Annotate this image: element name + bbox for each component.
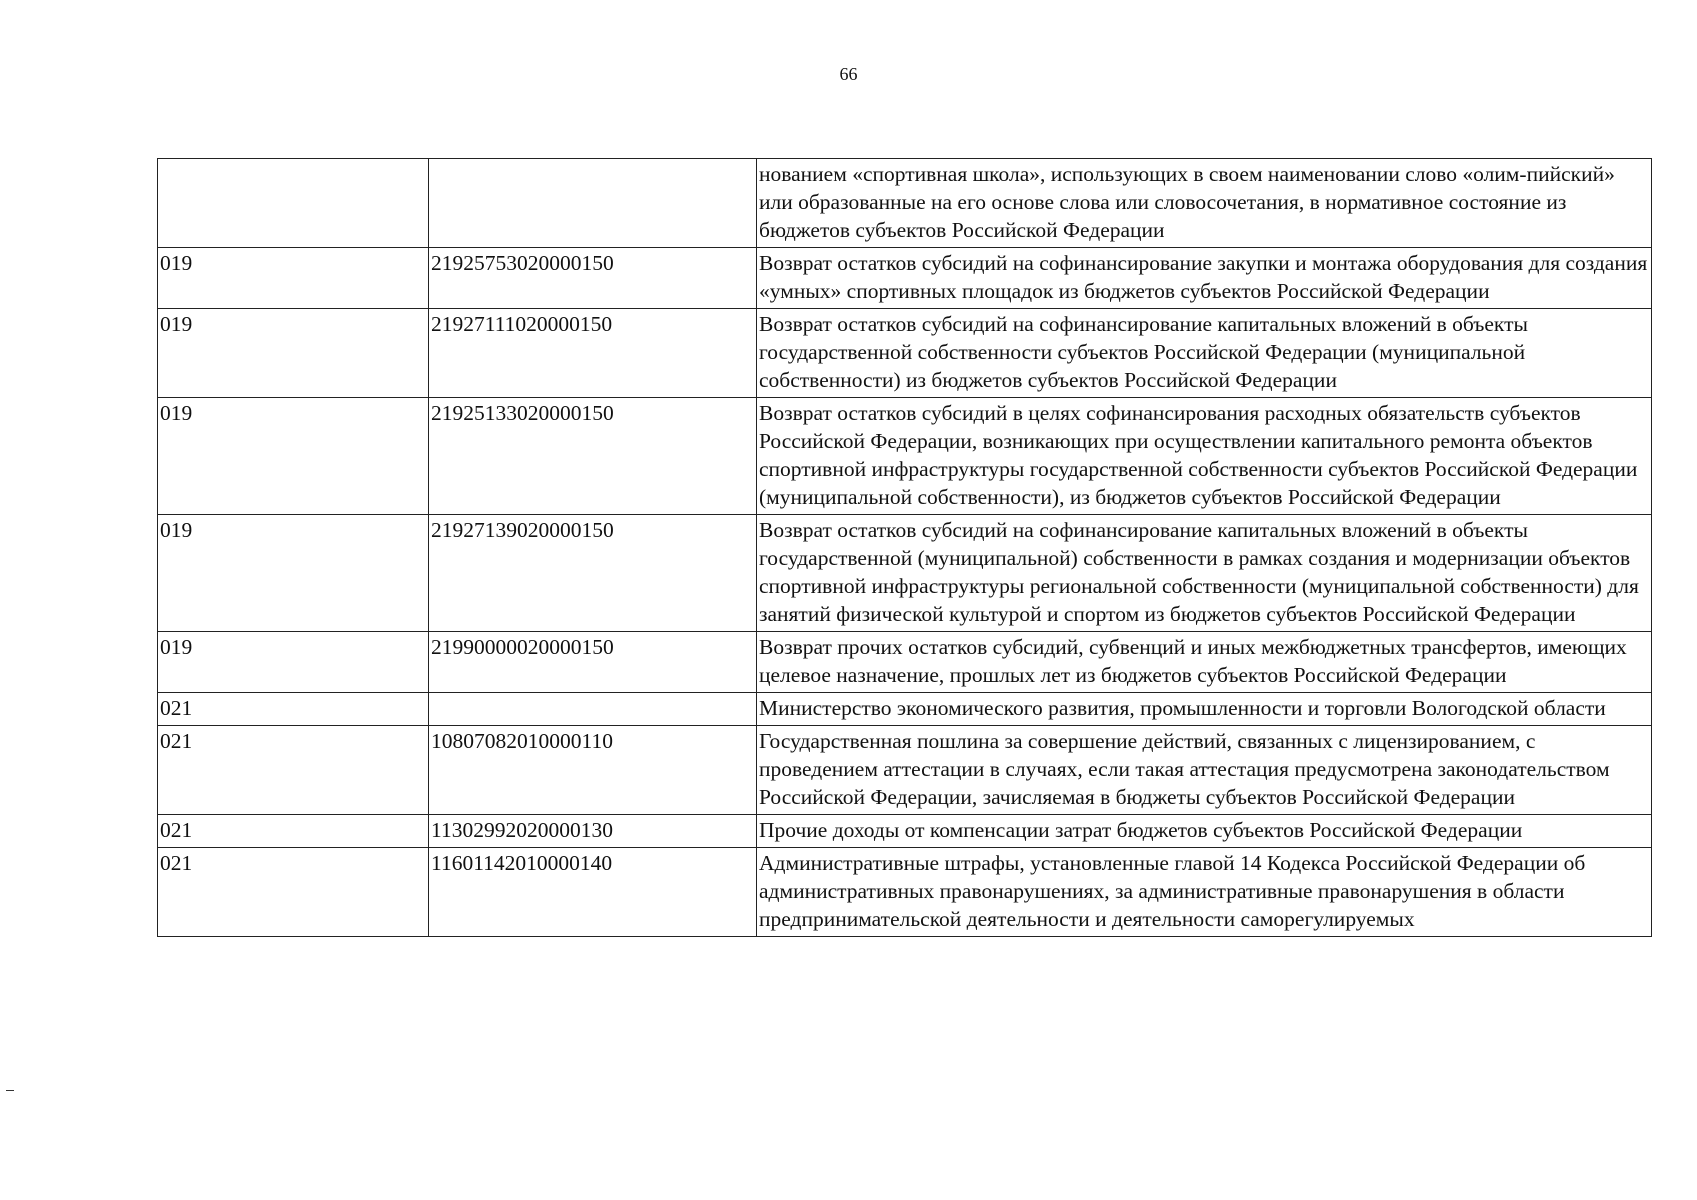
admin-code-cell: 019 — [158, 248, 429, 309]
admin-code-cell: 019 — [158, 632, 429, 693]
revenue-name-cell: Возврат остатков субсидий на софинансирование закупки и монтажа оборудования для создания «умных» спортивных площадок из бюджетов субъектов Российской Федерации — [757, 248, 1652, 309]
revenue-code-cell — [429, 693, 757, 726]
table-row — [158, 398, 1652, 515]
revenue-name-cell: Административные штрафы, установленные главой 14 Кодекса Российской Федерации об административных правонарушениях, за административные правонарушения в области предпринимательской деятельности и деятельности саморегулируемых — [757, 848, 1652, 937]
revenue-code-cell: 21925753020000150 — [429, 248, 757, 309]
table-row — [158, 726, 1652, 815]
revenue-name-cell: Возврат прочих остатков субсидий, субвенций и иных межбюджетных трансфертов, имеющих целевое назначение, прошлых лет из бюджетов субъектов Российской Федерации — [757, 632, 1652, 693]
revenue-code-cell: 11601142010000140 — [429, 848, 757, 937]
admin-code-cell: 021 — [158, 848, 429, 937]
table-row — [158, 815, 1652, 848]
admin-code-cell: 019 — [158, 398, 429, 515]
revenue-name-cell: Возврат остатков субсидий в целях софинансирования расходных обязательств субъектов Российской Федерации, возникающих при осуществлении капитального ремонта объектов спортивной инфраструктуры государственной собственности субъектов Российской Федерации (муниципальной собственности), из бюджетов субъектов Российской Федерации — [757, 398, 1652, 515]
admin-code-cell — [158, 159, 429, 248]
admin-code-cell: 019 — [158, 515, 429, 632]
revenue-code-cell: 21925133020000150 — [429, 398, 757, 515]
admin-code-cell: 021 — [158, 726, 429, 815]
revenue-code-cell: 21990000020000150 — [429, 632, 757, 693]
page-number: 66 — [839, 64, 858, 84]
revenue-codes-table — [157, 158, 1652, 937]
revenue-name-cell: нованием «спортивная школа», использующих в своем наименовании слово «олим-пийский» или образованные на его основе слова или словосочетания, в нормативное состояние из бюджетов субъектов Российской Федерации — [757, 159, 1652, 248]
revenue-code-cell: 21927111020000150 — [429, 309, 757, 398]
revenue-name-cell: Государственная пошлина за совершение действий, связанных с лицензированием, с проведением аттестации в случаях, если такая аттестация предусмотрена законодательством Российской Федерации, зачисляемая в бюджеты субъектов Российской Федерации — [757, 726, 1652, 815]
revenue-name-cell: Министерство экономического развития, промышленности и торговли Вологодской области — [757, 693, 1652, 726]
revenue-code-cell: 11302992020000130 — [429, 815, 757, 848]
table-row — [158, 309, 1652, 398]
margin-mark — [6, 1090, 14, 1091]
table-row — [158, 515, 1652, 632]
revenue-name-cell: Возврат остатков субсидий на софинансирование капитальных вложений в объекты государственной собственности субъектов Российской Федерации (муниципальной собственности) из бюджетов субъектов Российской Федерации — [757, 309, 1652, 398]
revenue-code-cell: 10807082010000110 — [429, 726, 757, 815]
revenue-name-cell: Прочие доходы от компенсации затрат бюджетов субъектов Российской Федерации — [757, 815, 1652, 848]
admin-code-cell: 021 — [158, 815, 429, 848]
table-row — [158, 159, 1652, 248]
table-row — [158, 693, 1652, 726]
table-row — [158, 848, 1652, 937]
revenue-code-cell — [429, 159, 757, 248]
admin-code-cell: 021 — [158, 693, 429, 726]
table-row — [158, 632, 1652, 693]
revenue-name-cell: Возврат остатков субсидий на софинансирование капитальных вложений в объекты государственной (муниципальной) собственности в рамках создания и модернизации объектов спортивной инфраструктуры региональной собственности (муниципальной собственности) для занятий физической культурой и спортом из бюджетов субъектов Российской Федерации — [757, 515, 1652, 632]
revenue-code-cell: 21927139020000150 — [429, 515, 757, 632]
table-row — [158, 248, 1652, 309]
admin-code-cell: 019 — [158, 309, 429, 398]
